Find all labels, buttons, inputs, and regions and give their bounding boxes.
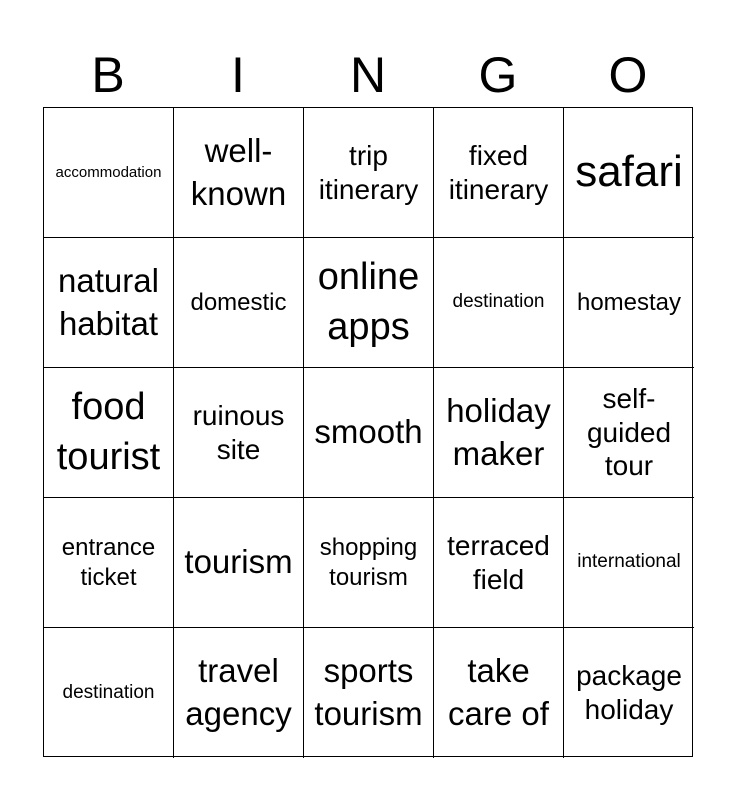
header-letter-b: B xyxy=(91,47,125,103)
cell-label: entrance ticket xyxy=(61,533,156,591)
bingo-cell[interactable] xyxy=(174,368,304,498)
bingo-cell[interactable] xyxy=(44,238,174,368)
cell-label: sports tourism xyxy=(314,652,423,732)
bingo-cell[interactable] xyxy=(564,628,694,758)
bingo-cell[interactable] xyxy=(174,108,304,238)
cell-label: food tourist xyxy=(56,386,161,478)
bingo-cell[interactable] xyxy=(434,498,564,628)
header-letter-g: G xyxy=(478,47,518,103)
bingo-cell[interactable] xyxy=(564,498,694,628)
header-letter-n: N xyxy=(349,47,387,103)
bingo-cell[interactable] xyxy=(174,238,304,368)
cell-label: homestay xyxy=(576,288,682,316)
bingo-cell[interactable] xyxy=(44,368,174,498)
cell-label: holiday maker xyxy=(446,391,551,472)
bingo-cell[interactable] xyxy=(304,368,434,498)
cell-label: tourism xyxy=(184,543,293,581)
bingo-cell[interactable] xyxy=(44,628,174,758)
bingo-header xyxy=(43,42,693,108)
bingo-cell[interactable] xyxy=(304,628,434,758)
cell-label: well- known xyxy=(190,131,287,212)
bingo-cell[interactable] xyxy=(564,238,694,368)
header-letter-i: I xyxy=(231,47,245,103)
cell-label: ruinous site xyxy=(192,399,285,465)
bingo-cell[interactable] xyxy=(304,498,434,628)
cell-label: fixed itinerary xyxy=(448,139,549,205)
bingo-cell[interactable] xyxy=(434,108,564,238)
bingo-cell[interactable] xyxy=(564,108,694,238)
bingo-cell[interactable] xyxy=(44,498,174,628)
cell-label: safari xyxy=(575,147,683,197)
cell-label: package holiday xyxy=(576,660,682,725)
cell-label: travel agency xyxy=(185,652,292,732)
cell-label: take care of xyxy=(448,652,549,732)
bingo-cell[interactable] xyxy=(434,238,564,368)
cell-label: destination xyxy=(62,681,155,703)
cell-label: trip itinerary xyxy=(318,139,419,205)
cell-label: accommodation xyxy=(55,163,162,181)
bingo-cell[interactable] xyxy=(564,368,694,498)
bingo-cell[interactable] xyxy=(434,628,564,758)
bingo-cell[interactable] xyxy=(44,108,174,238)
header-letter-o: O xyxy=(608,47,648,103)
cell-label: natural habitat xyxy=(58,261,159,342)
bingo-cell[interactable] xyxy=(304,238,434,368)
bingo-card xyxy=(43,107,693,757)
cell-label: smooth xyxy=(314,413,423,451)
bingo-cell[interactable] xyxy=(174,498,304,628)
cell-label: terraced field xyxy=(447,529,550,595)
cell-label: domestic xyxy=(190,288,287,316)
cell-label: international xyxy=(577,551,681,573)
bingo-cell[interactable] xyxy=(434,368,564,498)
cell-label: destination xyxy=(452,291,545,313)
cell-label: shopping tourism xyxy=(319,533,418,591)
bingo-cell[interactable] xyxy=(174,628,304,758)
bingo-cell[interactable] xyxy=(304,108,434,238)
cell-label: self- guided tour xyxy=(586,383,672,482)
cell-label: online apps xyxy=(317,256,420,348)
